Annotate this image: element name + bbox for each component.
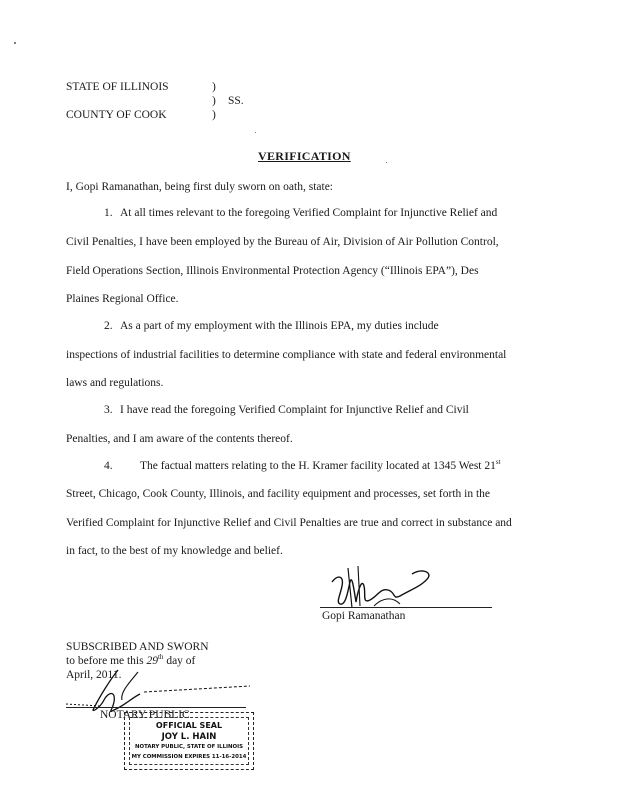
paragraph-1-line: At all times relevant to the foregoing Verified Complaint for Injunctive Relief and	[120, 207, 498, 219]
paragraph-4-line: in fact, to the best of my knowledge and belief.	[66, 545, 283, 557]
affiant-name: Gopi Ramanathan	[322, 610, 406, 622]
paragraph-3-line: Penalties, and I am aware of the contents thereof.	[66, 433, 293, 445]
seal-title: OFFICIAL SEAL	[155, 721, 223, 730]
scan-speck	[255, 132, 256, 133]
caption-bracket: )	[212, 81, 216, 93]
caption-bracket: )	[212, 109, 216, 121]
caption-county: COUNTY OF COOK	[66, 109, 167, 121]
paragraph-4-line: Street, Chicago, Cook County, Illinois, and facility equipment and processes, set forth in the	[66, 488, 491, 500]
paragraph-1-line: Civil Penalties, I have been employed by the Bureau of Air, Division of Air Pollution Control,	[66, 236, 499, 248]
paragraph-3-line: I have read the foregoing Verified Complaint for Injunctive Relief and Civil	[120, 404, 469, 416]
document-title: VERIFICATION	[258, 149, 351, 163]
jurat-subscribed: SUBSCRIBED AND SWORN	[66, 641, 209, 653]
paragraph-4-line: The factual matters relating to the H. Kramer facility located at 1345 West 21st	[140, 458, 501, 472]
jurat-month-year: April, 2011.	[66, 669, 122, 681]
seal-expiration: MY COMMISSION EXPIRES 11-16-2014	[131, 754, 247, 760]
paragraph-4-line: Verified Complaint for Injunctive Relief and Civil Penalties are true and correct in substance and	[66, 517, 512, 529]
paragraph-2-line: laws and regulations.	[66, 377, 164, 389]
intro-statement: I, Gopi Ramanathan, being first duly sworn on oath, state:	[66, 181, 334, 193]
paragraph-1-line: Plaines Regional Office.	[66, 293, 179, 305]
notary-public-label: NOTARY PUBLIC	[100, 709, 190, 721]
paragraph-2-line: As a part of my employment with the Illinois EPA, my duties include	[120, 320, 439, 332]
paragraph-number: 2.	[104, 320, 113, 332]
scan-speck	[14, 42, 16, 44]
affiant-signature-line	[320, 607, 492, 608]
paragraph-number: 3.	[104, 404, 113, 416]
seal-notary-name: JOY L. HAIN	[161, 732, 217, 742]
caption-state: STATE OF ILLINOIS	[66, 81, 169, 93]
caption-ss: SS.	[228, 95, 244, 107]
paragraph-2-line: inspections of industrial facilities to determine compliance with state and federal environmental	[66, 349, 507, 361]
caption-bracket: )	[212, 95, 216, 107]
paragraph-1-line: Field Operations Section, Illinois Environmental Protection Agency (“Illinois EPA”), Des	[66, 265, 479, 277]
paragraph-number: 1.	[104, 207, 113, 219]
jurat-date-line: to before me this 29th day of	[66, 653, 196, 667]
scan-speck	[386, 162, 387, 163]
paragraph-number: 4.	[104, 460, 113, 472]
seal-state-line: NOTARY PUBLIC, STATE OF ILLINOIS	[134, 744, 244, 750]
notary-seal-stamp	[124, 712, 254, 770]
